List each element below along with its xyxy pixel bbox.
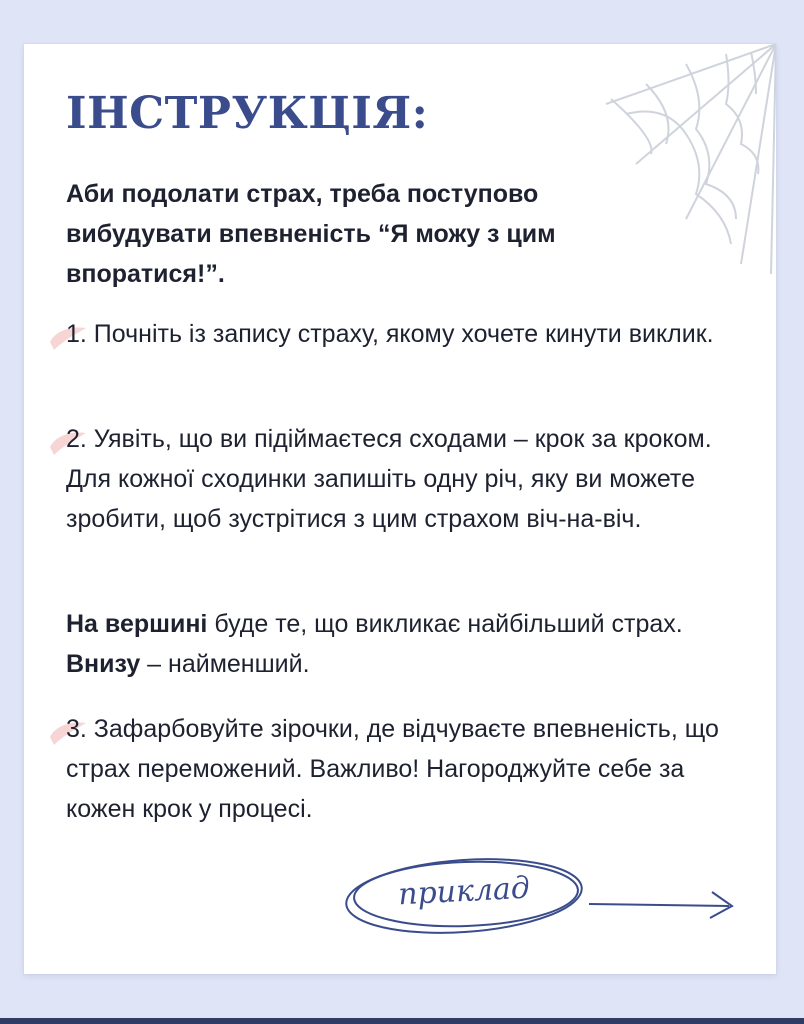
- page-title: ІНСТРУКЦІЯ:: [66, 88, 429, 139]
- step-2-text: Уявіть, що ви підіймаєтеся сходами – крок за кроком. Для кожної сходинки запишіть одну річ, яку ви можете зробити, щоб зустрітися з цим страхом віч-на-віч.: [66, 425, 712, 533]
- bottom-bar: [0, 1018, 804, 1024]
- bottom-text: – найменший.: [140, 650, 310, 678]
- step-2-number: 2.: [66, 425, 87, 453]
- intro-text: Аби подолати страх, треба поступово вибудувати впевненість “Я можу з цим впоратися!”.: [66, 180, 556, 288]
- step-1-number: 1.: [66, 320, 87, 348]
- step-1: [66, 314, 756, 354]
- example-label: приклад: [397, 870, 531, 913]
- top-bottom-note: [66, 604, 756, 684]
- step-3-number: 3.: [66, 715, 87, 743]
- bottom-label: Внизу: [66, 650, 141, 678]
- step-3-text: Зафарбовуйте зірочки, де відчуваєте впевненість, що страх переможений. Важливо! Нагороджуйте себе за кожен крок у процесі.: [66, 715, 719, 823]
- step-3: [66, 709, 756, 829]
- instruction-card: [24, 44, 776, 974]
- top-text: буде те, що викликає найбільший страх.: [207, 610, 683, 638]
- step-2: [66, 419, 756, 539]
- step-1-text: Почніть із запису страху, якому хочете кинути виклик.: [86, 320, 714, 348]
- example-callout: [324, 844, 754, 944]
- top-label: На вершині: [66, 610, 208, 638]
